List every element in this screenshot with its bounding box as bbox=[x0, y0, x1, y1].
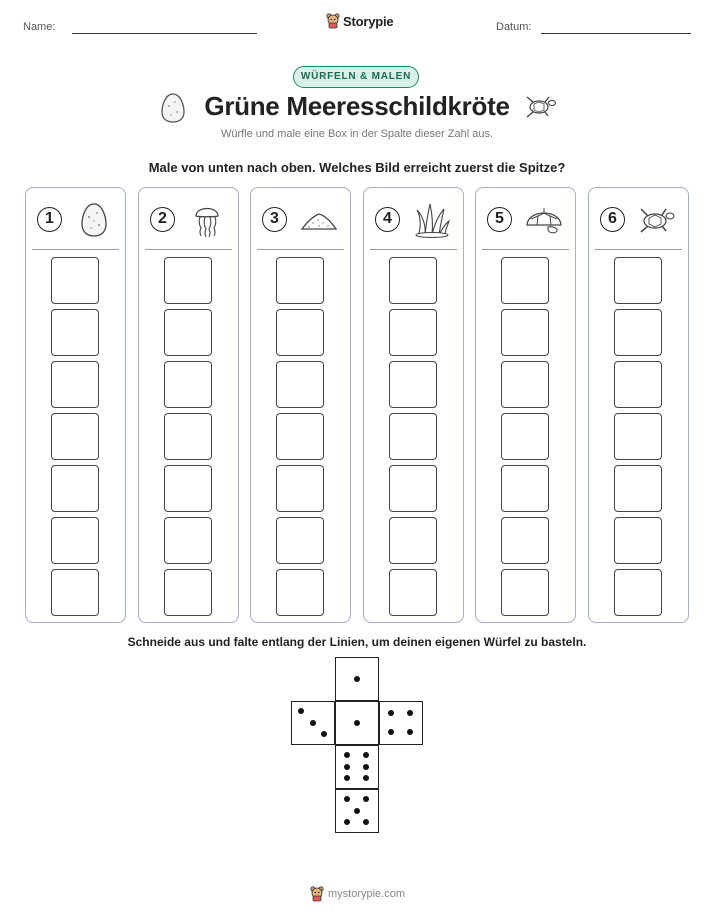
die-pip bbox=[354, 808, 360, 814]
die-pip bbox=[321, 731, 327, 737]
column-number: 2 bbox=[150, 207, 175, 232]
color-box[interactable] bbox=[389, 309, 437, 356]
column-5 bbox=[475, 187, 576, 623]
die-face-1 bbox=[335, 701, 379, 745]
column-6 bbox=[588, 187, 689, 623]
die-pip bbox=[344, 752, 350, 758]
die-pip bbox=[407, 729, 413, 735]
color-box[interactable] bbox=[389, 465, 437, 512]
die-face-5 bbox=[335, 789, 379, 833]
color-box[interactable] bbox=[51, 465, 99, 512]
color-box[interactable] bbox=[164, 257, 212, 304]
die-pip bbox=[344, 796, 350, 802]
date-line[interactable] bbox=[541, 33, 691, 34]
color-box[interactable] bbox=[276, 517, 324, 564]
color-box[interactable] bbox=[614, 257, 662, 304]
color-box[interactable] bbox=[614, 517, 662, 564]
egg-icon bbox=[74, 201, 114, 239]
die-pip bbox=[363, 796, 369, 802]
color-box[interactable] bbox=[164, 517, 212, 564]
color-box[interactable] bbox=[164, 465, 212, 512]
die-face-6 bbox=[335, 745, 379, 789]
color-box[interactable] bbox=[614, 413, 662, 460]
footer bbox=[310, 886, 405, 902]
color-box[interactable] bbox=[501, 413, 549, 460]
column-number: 4 bbox=[375, 207, 400, 232]
color-box[interactable] bbox=[389, 569, 437, 616]
die-pip bbox=[344, 775, 350, 781]
sea-turtle-icon bbox=[637, 201, 677, 239]
color-box[interactable] bbox=[389, 413, 437, 460]
column-2 bbox=[138, 187, 239, 623]
die-pip bbox=[344, 764, 350, 770]
storypie-logo bbox=[326, 13, 393, 29]
die-pip bbox=[407, 710, 413, 716]
die-pip bbox=[363, 764, 369, 770]
column-divider bbox=[595, 249, 682, 250]
date-label: Datum: bbox=[496, 21, 532, 33]
color-box[interactable] bbox=[51, 361, 99, 408]
color-box[interactable] bbox=[501, 309, 549, 356]
color-box[interactable] bbox=[501, 465, 549, 512]
color-box[interactable] bbox=[164, 361, 212, 408]
color-box[interactable] bbox=[51, 257, 99, 304]
die-pip bbox=[354, 676, 360, 682]
column-divider bbox=[370, 249, 457, 250]
column-divider bbox=[32, 249, 119, 250]
color-box[interactable] bbox=[51, 413, 99, 460]
name-label: Name: bbox=[23, 21, 56, 33]
column-number: 1 bbox=[37, 207, 62, 232]
color-box[interactable] bbox=[501, 569, 549, 616]
color-box[interactable] bbox=[276, 309, 324, 356]
page-title: Grüne Meeresschildkröte bbox=[204, 91, 510, 121]
die-pip bbox=[298, 708, 304, 714]
cut-instruction: Schneide aus und falte entlang der Linien, um deinen eigenen Würfel zu basteln. bbox=[127, 635, 587, 649]
seagrass-icon bbox=[412, 201, 452, 239]
color-box[interactable] bbox=[164, 413, 212, 460]
die-pip bbox=[388, 729, 394, 735]
die-face-1 bbox=[335, 657, 379, 701]
instruction-heading: Male von unten nach oben. Welches Bild erreicht zuerst die Spitze? bbox=[148, 160, 566, 175]
color-box[interactable] bbox=[614, 309, 662, 356]
color-box[interactable] bbox=[276, 413, 324, 460]
color-box[interactable] bbox=[614, 569, 662, 616]
color-box[interactable] bbox=[501, 361, 549, 408]
column-1 bbox=[25, 187, 126, 623]
name-line[interactable] bbox=[72, 33, 257, 34]
column-number: 6 bbox=[600, 207, 625, 232]
die-pip bbox=[354, 720, 360, 726]
die-pip bbox=[388, 710, 394, 716]
die-face-4 bbox=[379, 701, 423, 745]
color-box[interactable] bbox=[276, 361, 324, 408]
color-box[interactable] bbox=[51, 569, 99, 616]
die-pip bbox=[344, 819, 350, 825]
column-number: 5 bbox=[487, 207, 512, 232]
color-box[interactable] bbox=[389, 517, 437, 564]
footer-url: mystorypie.com bbox=[328, 888, 406, 900]
activity-badge: WÜRFELN & MALEN bbox=[293, 66, 419, 88]
column-3 bbox=[250, 187, 351, 623]
color-box[interactable] bbox=[389, 361, 437, 408]
bear-mascot-icon bbox=[326, 13, 340, 29]
brand-name: Storypie bbox=[343, 13, 394, 29]
color-box[interactable] bbox=[501, 257, 549, 304]
die-face-3 bbox=[291, 701, 335, 745]
color-box[interactable] bbox=[276, 257, 324, 304]
column-4 bbox=[363, 187, 464, 623]
die-pip bbox=[363, 775, 369, 781]
color-box[interactable] bbox=[501, 517, 549, 564]
color-box[interactable] bbox=[51, 517, 99, 564]
color-box[interactable] bbox=[276, 569, 324, 616]
column-divider bbox=[482, 249, 569, 250]
jellyfish-icon bbox=[187, 201, 227, 239]
die-pip bbox=[363, 752, 369, 758]
subtitle: Würfle und male eine Box in der Spalte dieser Zahl aus. bbox=[220, 128, 494, 140]
color-box[interactable] bbox=[164, 309, 212, 356]
die-pip bbox=[363, 819, 369, 825]
column-divider bbox=[145, 249, 232, 250]
sand-pile-icon bbox=[299, 201, 339, 239]
column-number: 3 bbox=[262, 207, 287, 232]
color-box[interactable] bbox=[51, 309, 99, 356]
color-box[interactable] bbox=[614, 465, 662, 512]
color-box[interactable] bbox=[164, 569, 212, 616]
color-box[interactable] bbox=[276, 465, 324, 512]
column-divider bbox=[257, 249, 344, 250]
turtle-shell-icon bbox=[524, 201, 564, 239]
color-box[interactable] bbox=[389, 257, 437, 304]
die-pip bbox=[310, 720, 316, 726]
sea-turtle-icon bbox=[523, 94, 557, 120]
color-box[interactable] bbox=[614, 361, 662, 408]
bear-mascot-icon bbox=[310, 886, 324, 902]
